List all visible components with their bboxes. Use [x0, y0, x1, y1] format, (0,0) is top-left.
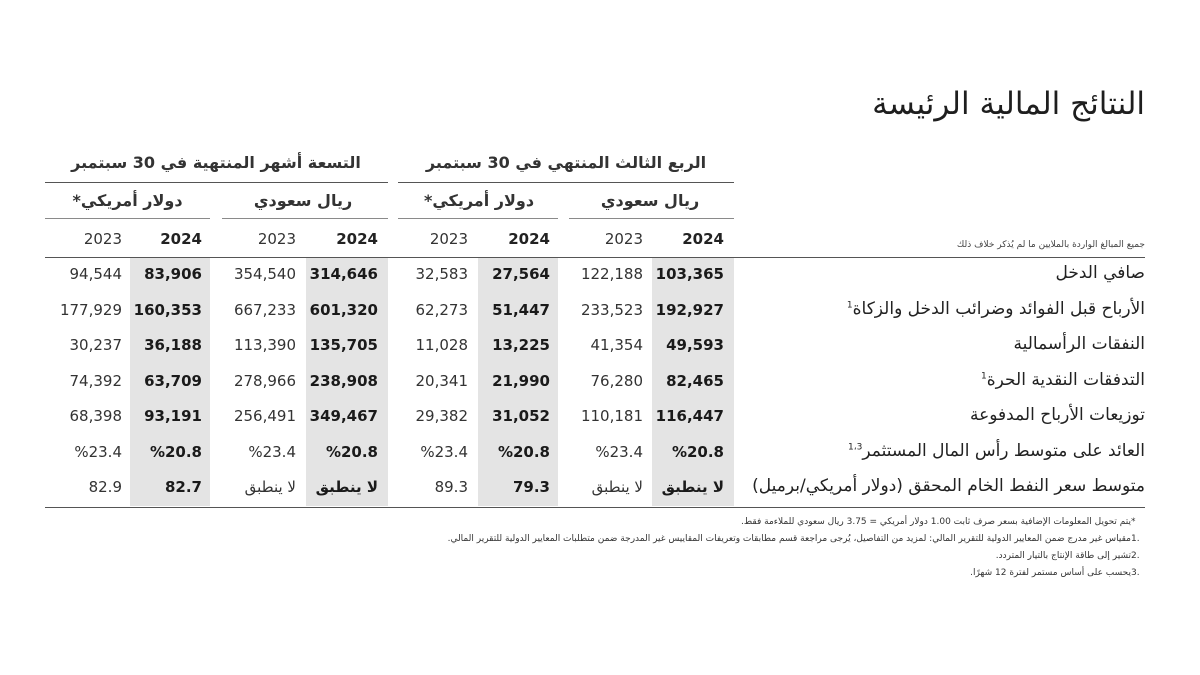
row-label-text: النفقات الرأسمالية: [1013, 334, 1145, 354]
table-cell: 29,382: [415, 407, 468, 425]
table-cell: 79.3: [512, 478, 550, 496]
currency-rule-n-usd: [45, 218, 210, 219]
row-label-text: متوسط سعر النفط الخام المحقق (دولار أمريكي/برميل): [752, 476, 1145, 496]
table-cell: 601,320: [309, 300, 378, 319]
table-cell: 192,927: [655, 300, 724, 319]
table-cell: %20.8: [325, 442, 378, 461]
table-cell: 94,544: [69, 265, 122, 283]
row-label-text: صافي الدخل: [1055, 263, 1145, 283]
table-bottom-rule: [45, 507, 1145, 508]
currency-header-q3-sar: ريال سعودي: [600, 191, 700, 210]
footnote-marker: .3: [1131, 568, 1140, 578]
currency-rule-n-sar: [222, 218, 388, 219]
period-rule-q3: [398, 182, 734, 183]
table-cell: 667,233: [233, 300, 296, 319]
currency-header-q3-usd: دولار أمريكي*: [423, 191, 535, 210]
currency-header-n-usd: دولار أمريكي*: [72, 191, 183, 210]
footnote: [996, 551, 1145, 561]
table-cell: %20.8: [671, 442, 724, 461]
table-cell: %20.8: [149, 442, 202, 461]
footnote-marker: *: [1131, 517, 1136, 527]
table-cell: 110,181: [580, 407, 643, 425]
table-cell: 76,280: [590, 371, 643, 390]
row-label: [752, 476, 1145, 496]
table-cell: لا ينطبق: [661, 478, 724, 496]
page-title: النتائج المالية الرئيسة: [872, 86, 1145, 122]
table-cell: 256,491: [233, 407, 296, 425]
row-label-text: توزيعات الأرباح المدفوعة: [970, 405, 1145, 425]
row-label: [848, 441, 1145, 461]
table-cell: 68,398: [69, 407, 122, 425]
row-label-text: العائد على متوسط رأس المال المستثمر: [862, 440, 1145, 461]
row-label: [847, 299, 1145, 319]
table-cell: 122,188: [580, 265, 643, 283]
table-cell: 36,188: [144, 336, 202, 354]
table-cell: 238,908: [309, 371, 378, 390]
table-cell: 62,273: [415, 300, 468, 319]
table-cell: 233,523: [580, 300, 643, 319]
period-header-nine-months: التسعة أشهر المنتهية في 30 سبتمبر: [71, 153, 361, 172]
period-header-q3: الربع الثالث المنتهي في 30 سبتمبر: [425, 153, 707, 172]
table-cell: 93,191: [144, 407, 202, 425]
table-cell: 160,353: [133, 300, 202, 319]
table-cell: %23.4: [420, 442, 468, 461]
table-cell: 135,705: [309, 336, 378, 354]
year-n-sar-2024: 2024: [336, 230, 378, 248]
table-cell: 41,354: [590, 336, 643, 354]
footnote-text: تشير إلى طاقة الإنتاج بالتيار المتردد.: [995, 551, 1131, 561]
footnote-marker: .2: [1131, 551, 1140, 561]
table-cell: 51,447: [492, 300, 550, 319]
table-cell: 82.9: [88, 478, 122, 496]
currency-rule-q3-sar: [569, 218, 734, 219]
year-n-usd-2024: 2024: [160, 230, 202, 248]
footnote-marker: .1: [1131, 534, 1140, 544]
year-q3-sar-2024: 2024: [682, 230, 724, 248]
table-cell: 278,966: [233, 371, 296, 390]
footnote-text: مقياس غير مدرج ضمن المعايير الدولية للتقرير المالي: لمزيد من التفاصيل، يُرجى مراجعة قسم مطابقات وتعريفات المقاييس غير المدرجة ضمن متطلبات المعايير الدولية للتقرير المالي.: [447, 534, 1131, 544]
table-cell: 32,583: [415, 265, 468, 283]
row-label: [970, 405, 1145, 425]
row-label: [981, 370, 1145, 390]
row-label-superscript: 1،3: [848, 441, 863, 452]
table-cell: 103,365: [655, 265, 724, 283]
table-cell: %23.4: [74, 442, 122, 461]
table-cell: لا ينطبق: [315, 478, 378, 496]
period-rule-nine: [45, 182, 388, 183]
row-label-superscript: 1: [846, 299, 853, 310]
row-label-text: التدفقات النقدية الحرة: [986, 369, 1145, 390]
year-q3-usd-2024: 2024: [508, 230, 550, 248]
row-label: [1055, 263, 1145, 283]
table-cell: 89.3: [434, 478, 468, 496]
units-note: جميع المبالغ الواردة بالملايين ما لم يُذكر خلاف ذلك: [956, 240, 1145, 250]
table-cell: %23.4: [595, 442, 643, 461]
footnote-text: يتم تحويل المعلومات الإضافية بسعر صرف ثابت 1.00 دولار أمريكي = 3.75 ريال سعودي للملاءمة فقط.: [741, 517, 1131, 527]
year-q3-sar-2023: 2023: [604, 230, 643, 248]
footnote-text: يحسب على أساس مستمر لفترة 12 شهرًا.: [970, 568, 1131, 578]
table-cell: 82.7: [164, 478, 202, 496]
year-q3-usd-2023: 2023: [429, 230, 468, 248]
footnote: [741, 517, 1145, 527]
table-cell: 20,341: [415, 371, 468, 390]
table-cell: 116,447: [655, 407, 724, 425]
row-label-superscript: 1: [981, 370, 987, 381]
table-cell: 354,540: [233, 265, 296, 283]
year-n-usd-2023: 2023: [83, 230, 122, 248]
table-cell: 113,390: [233, 336, 296, 354]
table-cell: %23.4: [248, 442, 296, 461]
currency-rule-q3-usd: [398, 218, 558, 219]
table-cell: 21,990: [492, 371, 550, 390]
table-cell: 82,465: [666, 371, 724, 390]
table-cell: 349,467: [309, 407, 378, 425]
footnote: [448, 534, 1145, 544]
currency-header-n-sar: ريال سعودي: [253, 191, 353, 210]
row-label-text: الأرباح قبل الفوائد وضرائب الدخل والزكاة: [852, 298, 1145, 319]
table-cell: 63,709: [144, 371, 202, 390]
table-cell: لا ينطبق: [591, 478, 643, 496]
year-n-sar-2023: 2023: [257, 230, 296, 248]
table-cell: 177,929: [59, 300, 122, 319]
row-label: [1013, 334, 1145, 354]
table-cell: 13,225: [492, 336, 550, 354]
table-cell: %20.8: [497, 442, 550, 461]
table-cell: 74,392: [69, 371, 122, 390]
table-cell: 49,593: [666, 336, 724, 354]
table-cell: 11,028: [415, 336, 468, 354]
header-rule: [45, 257, 1145, 258]
table-cell: 314,646: [309, 265, 378, 283]
table-cell: 30,237: [69, 336, 122, 354]
table-cell: 27,564: [492, 265, 550, 283]
table-cell: 31,052: [492, 407, 550, 425]
table-cell: 83,906: [144, 265, 202, 283]
footnote: [970, 568, 1145, 578]
table-cell: لا ينطبق: [244, 478, 296, 496]
